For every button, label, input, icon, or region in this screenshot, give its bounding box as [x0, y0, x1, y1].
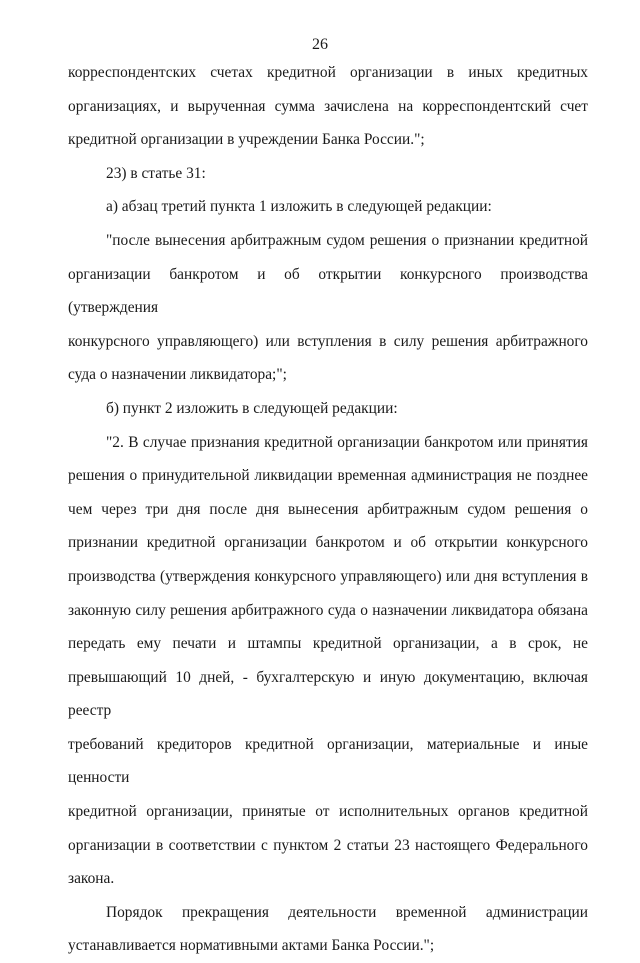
text-line: законную силу решения арбитражного суда о назначении ликвидатора обязана: [68, 601, 588, 619]
text-line: организации в соответствии с пунктом 2 статьи 23 настоящего Федерального: [68, 836, 588, 854]
text-line: конкурсного управляющего) или вступления в силу решения арбитражного: [68, 332, 588, 350]
text-line: суда о назначении ликвидатора;";: [68, 366, 287, 384]
text-line: организациях, и вырученная сумма зачислена на корреспондентский счет: [68, 97, 588, 115]
text-line: корреспондентских счетах кредитной организации в иных кредитных: [68, 64, 588, 81]
paragraph-item-23: [68, 157, 588, 191]
text-line: требований кредиторов кредитной организации, материальные и иные ценности: [68, 735, 588, 787]
text-line: признании кредитной организации банкротом и об открытии конкурсного: [68, 534, 588, 552]
text-line: решения о принудительной ликвидации временная администрация не позднее: [68, 467, 588, 485]
document-body: [68, 56, 588, 963]
text-line: "после вынесения арбитражным судом решения о признании кредитной: [106, 231, 588, 249]
paragraph-closing: [68, 896, 588, 963]
text-line: передать ему печати и штампы кредитной организации, а в срок, не: [68, 635, 588, 653]
text-line: кредитной организации, принятые от исполнительных органов кредитной: [68, 803, 588, 821]
text-line: превышающий 10 дней, - бухгалтерскую и иную документацию, включая реестр: [68, 668, 588, 720]
paragraph-subitem-a: [68, 190, 588, 224]
page-number: 26: [312, 36, 328, 53]
paragraph-quoted-amendment-b: [68, 426, 588, 896]
text-line: чем через три дня после дня вынесения арбитражным судом решения о: [68, 500, 588, 518]
text-line: а) абзац третий пункта 1 изложить в следующей редакции:: [106, 198, 492, 216]
text-line: организации банкротом и об открытии конкурсного производства (утверждения: [68, 265, 588, 317]
paragraph-continuation: [68, 56, 588, 157]
text-line: закона.: [68, 870, 115, 888]
paragraph-subitem-b: [68, 392, 588, 426]
text-line: устанавливается нормативными актами Банка России.";: [68, 937, 435, 955]
text-line: б) пункт 2 изложить в следующей редакции:: [106, 399, 398, 417]
text-line: 23) в статье 31:: [106, 164, 206, 182]
text-line: производства (утверждения конкурсного управляющего) или дня вступления в: [68, 567, 588, 585]
paragraph-quoted-amendment-a: [68, 224, 588, 392]
text-line: кредитной организации в учреждении Банка России.";: [68, 131, 425, 149]
text-line: Порядок прекращения деятельности временной администрации: [106, 903, 588, 921]
text-line: "2. В случае признания кредитной организации банкротом или принятия: [106, 433, 588, 451]
